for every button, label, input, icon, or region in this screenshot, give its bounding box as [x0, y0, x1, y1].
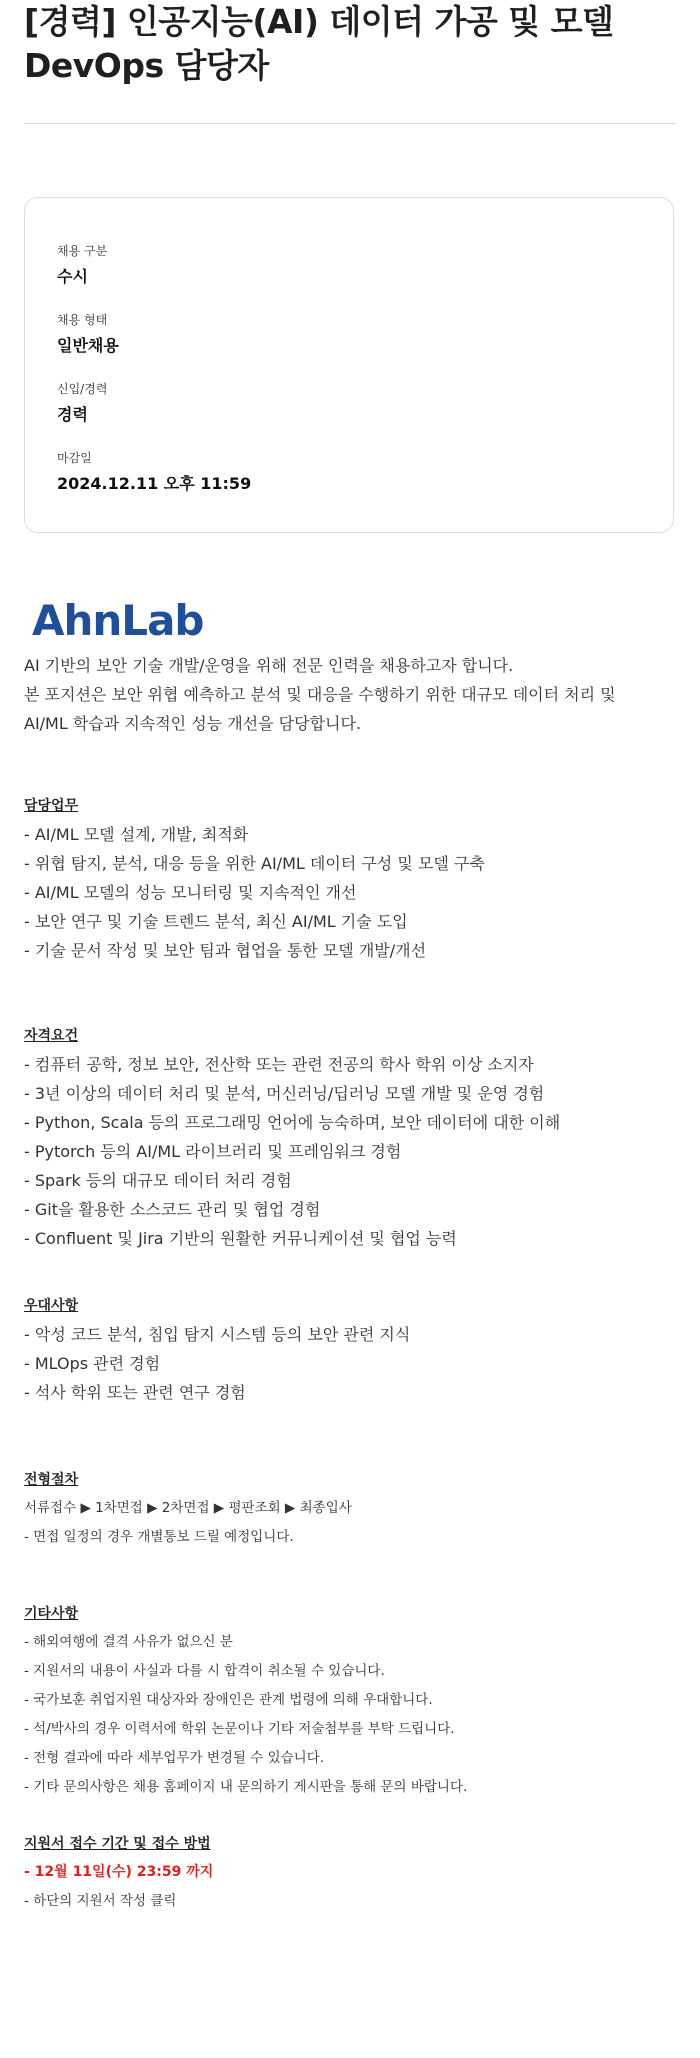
preferred-heading: 우대사항: [24, 1298, 79, 1314]
etc-item: - 국가보훈 취업지원 대상자와 장애인은 관계 법령에 의해 우대합니다.: [24, 1692, 433, 1708]
preferred-item: - MLOps 관련 경험: [24, 1354, 161, 1373]
employment-type-value: 일반채용: [57, 336, 119, 355]
process-note: - 면접 일정의 경우 개별통보 드릴 예정입니다.: [24, 1529, 294, 1545]
recruit-category-value: 수시: [57, 267, 88, 286]
career-level-value: 경력: [57, 405, 88, 424]
employment-type-label: 채용 형태: [57, 313, 108, 327]
intro-line-2: 본 포지션은 보안 위협 예측하고 분석 및 대응을 수행하기 위한 대규모 데이터 처리 및: [24, 685, 616, 704]
requirement-item: - Git을 활용한 소스코드 관리 및 협업 경험: [24, 1200, 321, 1219]
apply-deadline: - 12월 11일(수) 23:59 까지: [24, 1864, 214, 1880]
duty-item: - 기술 문서 작성 및 보안 팀과 협업을 통한 모델 개발/개선: [24, 941, 427, 960]
process-steps: 서류접수 ▶ 1차면접 ▶ 2차면접 ▶ 평판조회 ▶ 최종입사: [24, 1500, 352, 1516]
etc-item: - 전형 결과에 따라 세부업무가 변경될 수 있습니다.: [24, 1750, 325, 1766]
deadline-value: 2024.12.11 오후 11:59: [57, 474, 252, 493]
intro-line-3: AI/ML 학습과 지속적인 성능 개선을 담당합니다.: [24, 714, 362, 733]
etc-item: - 기타 문의사항은 채용 홈페이지 내 문의하기 게시판을 통해 문의 바랍니다.: [24, 1779, 468, 1795]
apply-heading: 지원서 접수 기간 및 접수 방법: [24, 1836, 211, 1852]
title-divider: [24, 123, 676, 124]
requirement-item: - Spark 등의 대규모 데이터 처리 경험: [24, 1171, 292, 1190]
duty-item: - AI/ML 모델 설계, 개발, 최적화: [24, 825, 249, 844]
company-logo: [32, 596, 203, 646]
logo-text: AhnLab: [32, 596, 204, 645]
requirement-item: - Confluent 및 Jira 기반의 원활한 커뮤니케이션 및 협업 능력: [24, 1229, 457, 1248]
intro-line-1: AI 기반의 보안 기술 개발/운영을 위해 전문 인력을 채용하고자 합니다.: [24, 656, 514, 675]
etc-item: - 석/박사의 경우 이력서에 학위 논문이나 기타 저술첨부를 부탁 드립니다.: [24, 1721, 455, 1737]
page-title: [경력] 인공지능(AI) 데이터 가공 및 모델 DevOps 담당자: [24, 2, 614, 85]
duty-item: - 보안 연구 및 기술 트렌드 분석, 최신 AI/ML 기술 도입: [24, 912, 408, 931]
requirements-heading: 자격요건: [24, 1028, 79, 1044]
apply-method: - 하단의 지원서 작성 클릭: [24, 1893, 177, 1909]
requirement-item: - 컴퓨터 공학, 정보 보안, 전산학 또는 관련 전공의 학사 학위 이상 소지자: [24, 1055, 534, 1074]
preferred-item: - 석사 학위 또는 관련 연구 경험: [24, 1383, 246, 1402]
requirement-item: - Python, Scala 등의 프로그래밍 언어에 능숙하며, 보안 데이터에 대한 이해: [24, 1113, 561, 1132]
deadline-label: 마감일: [57, 451, 92, 465]
duty-item: - AI/ML 모델의 성능 모니터링 및 지속적인 개선: [24, 883, 357, 902]
etc-item: - 해외여행에 결격 사유가 없으신 분: [24, 1634, 233, 1650]
recruit-category-label: 채용 구분: [57, 244, 108, 258]
requirement-item: - Pytorch 등의 AI/ML 라이브러리 및 프레임워크 경험: [24, 1142, 402, 1161]
duties-heading: 담당업무: [24, 798, 79, 814]
career-level-label: 신입/경력: [57, 382, 108, 396]
etc-heading: 기타사항: [24, 1606, 79, 1622]
duty-item: - 위협 탐지, 분석, 대응 등을 위한 AI/ML 데이터 구성 및 모델 구축: [24, 854, 485, 873]
preferred-item: - 악성 코드 분석, 침입 탐지 시스템 등의 보안 관련 지식: [24, 1325, 411, 1344]
process-heading: 전형절차: [24, 1472, 79, 1488]
etc-item: - 지원서의 내용이 사실과 다를 시 합격이 취소될 수 있습니다.: [24, 1663, 385, 1679]
job-info-card: [24, 197, 674, 533]
requirement-item: - 3년 이상의 데이터 처리 및 분석, 머신러닝/딥러닝 모델 개발 및 운영 경험: [24, 1084, 545, 1103]
